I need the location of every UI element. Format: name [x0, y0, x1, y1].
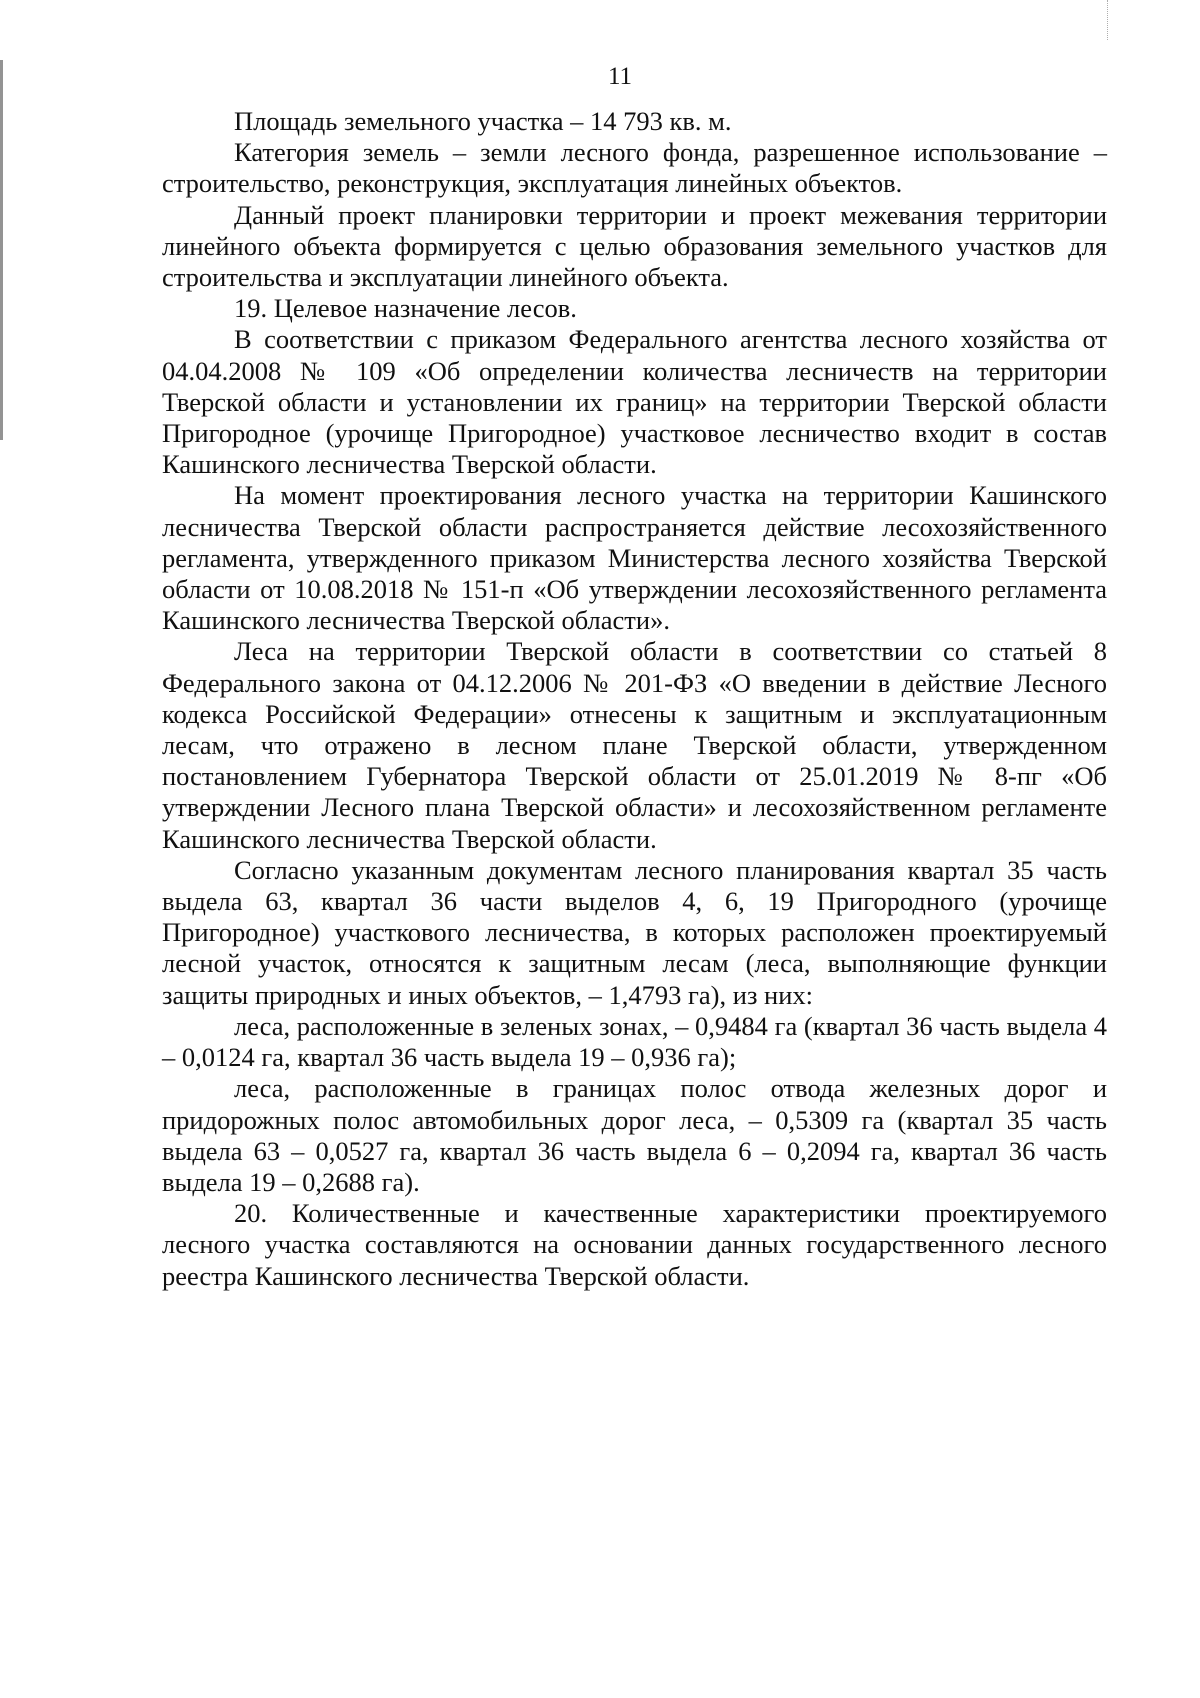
- paragraph-protective-forests: Согласно указанным документам лесного планирования квартал 35 часть выдела 63, квартал 36 части выделов 4, 6, 19 Пригородного (урочище Пригородное) участкового лесничества, в которых расположен проектируемый лесной участок, относятся к защитным лесам (леса, выполняющие функции защиты природных и иных объектов, – 1,4793 га), из них:: [162, 854, 1107, 1010]
- paragraph-forestry-regulation: На момент проектирования лесного участка на территории Кашинского лесничества Тверской области распространяется действие лесохозяйственного регламента, утвержденного приказом Министерства лесного хозяйства Тверской области от 10.08.2018 № 151-п «Об утверждении лесохозяйственного регламента Кашинского лесничества Тверской области».: [162, 480, 1107, 636]
- paragraph-land-category: Категория земель – земли лесного фонда, разрешенное использование – строительство, реконструкция, эксплуатация линейных объектов.: [162, 137, 1107, 199]
- section-heading-19: 19. Целевое назначение лесов.: [234, 293, 577, 324]
- paragraph-project-purpose: Данный проект планировки территории и проект межевания территории линейного объекта формируется с целью образования земельного участков для строительства и эксплуатации линейного объекта.: [162, 199, 1107, 293]
- section-heading-20: 20. Количественные и качественные характеристики проектируемого лесного участка составляются на основании данных государственного лесного реестра Кашинского лесничества Тверской области.: [162, 1198, 1107, 1291]
- paragraph-federal-order: В соответствии с приказом Федерального агентства лесного хозяйства от 04.04.2008 № 109 «Об определении количества лесничеств на территории Тверской области и установлении их границ» на территории Тверской области Пригородное (урочище Пригородное) участковое лесничество входит в состав Кашинского лесничества Тверской области.: [162, 324, 1107, 480]
- document-body: [162, 106, 1107, 1292]
- scan-edge-mark: [1106, 0, 1108, 40]
- paragraph-road-strips: леса, расположенные в границах полос отвода железных дорог и придорожных полос автомобильных дорог леса, – 0,5309 га (квартал 35 часть выдела 63 – 0,0527 га, квартал 36 часть выдела 6 – 0,2094 га, квартал 36 часть выдела 19 – 0,2688 га).: [162, 1073, 1107, 1197]
- paragraph-land-area: Площадь земельного участка – 14 793 кв. м.: [234, 106, 732, 136]
- scan-edge-mark: [0, 60, 3, 440]
- paragraph-forest-classification: Леса на территории Тверской области в соответствии со статьей 8 Федерального закона от 04.12.2006 № 201-ФЗ «О введении в действие Лесного кодекса Российской Федерации» отнесены к защитным и эксплуатационным лесам, что отражено в лесном плане Тверской области, утвержденном постановлением Губернатора Тверской области от 25.01.2019 № 8-пг «Об утверждении Лесного плана Тверской области» и лесохозяйственном регламенте Кашинского лесничества Тверской области.: [162, 636, 1107, 854]
- paragraph-green-zones: леса, расположенные в зеленых зонах, – 0,9484 га (квартал 36 часть выдела 4 – 0,0124 га, квартал 36 часть выдела 19 – 0,936 га);: [162, 1010, 1107, 1073]
- page-number: 11: [607, 63, 633, 90]
